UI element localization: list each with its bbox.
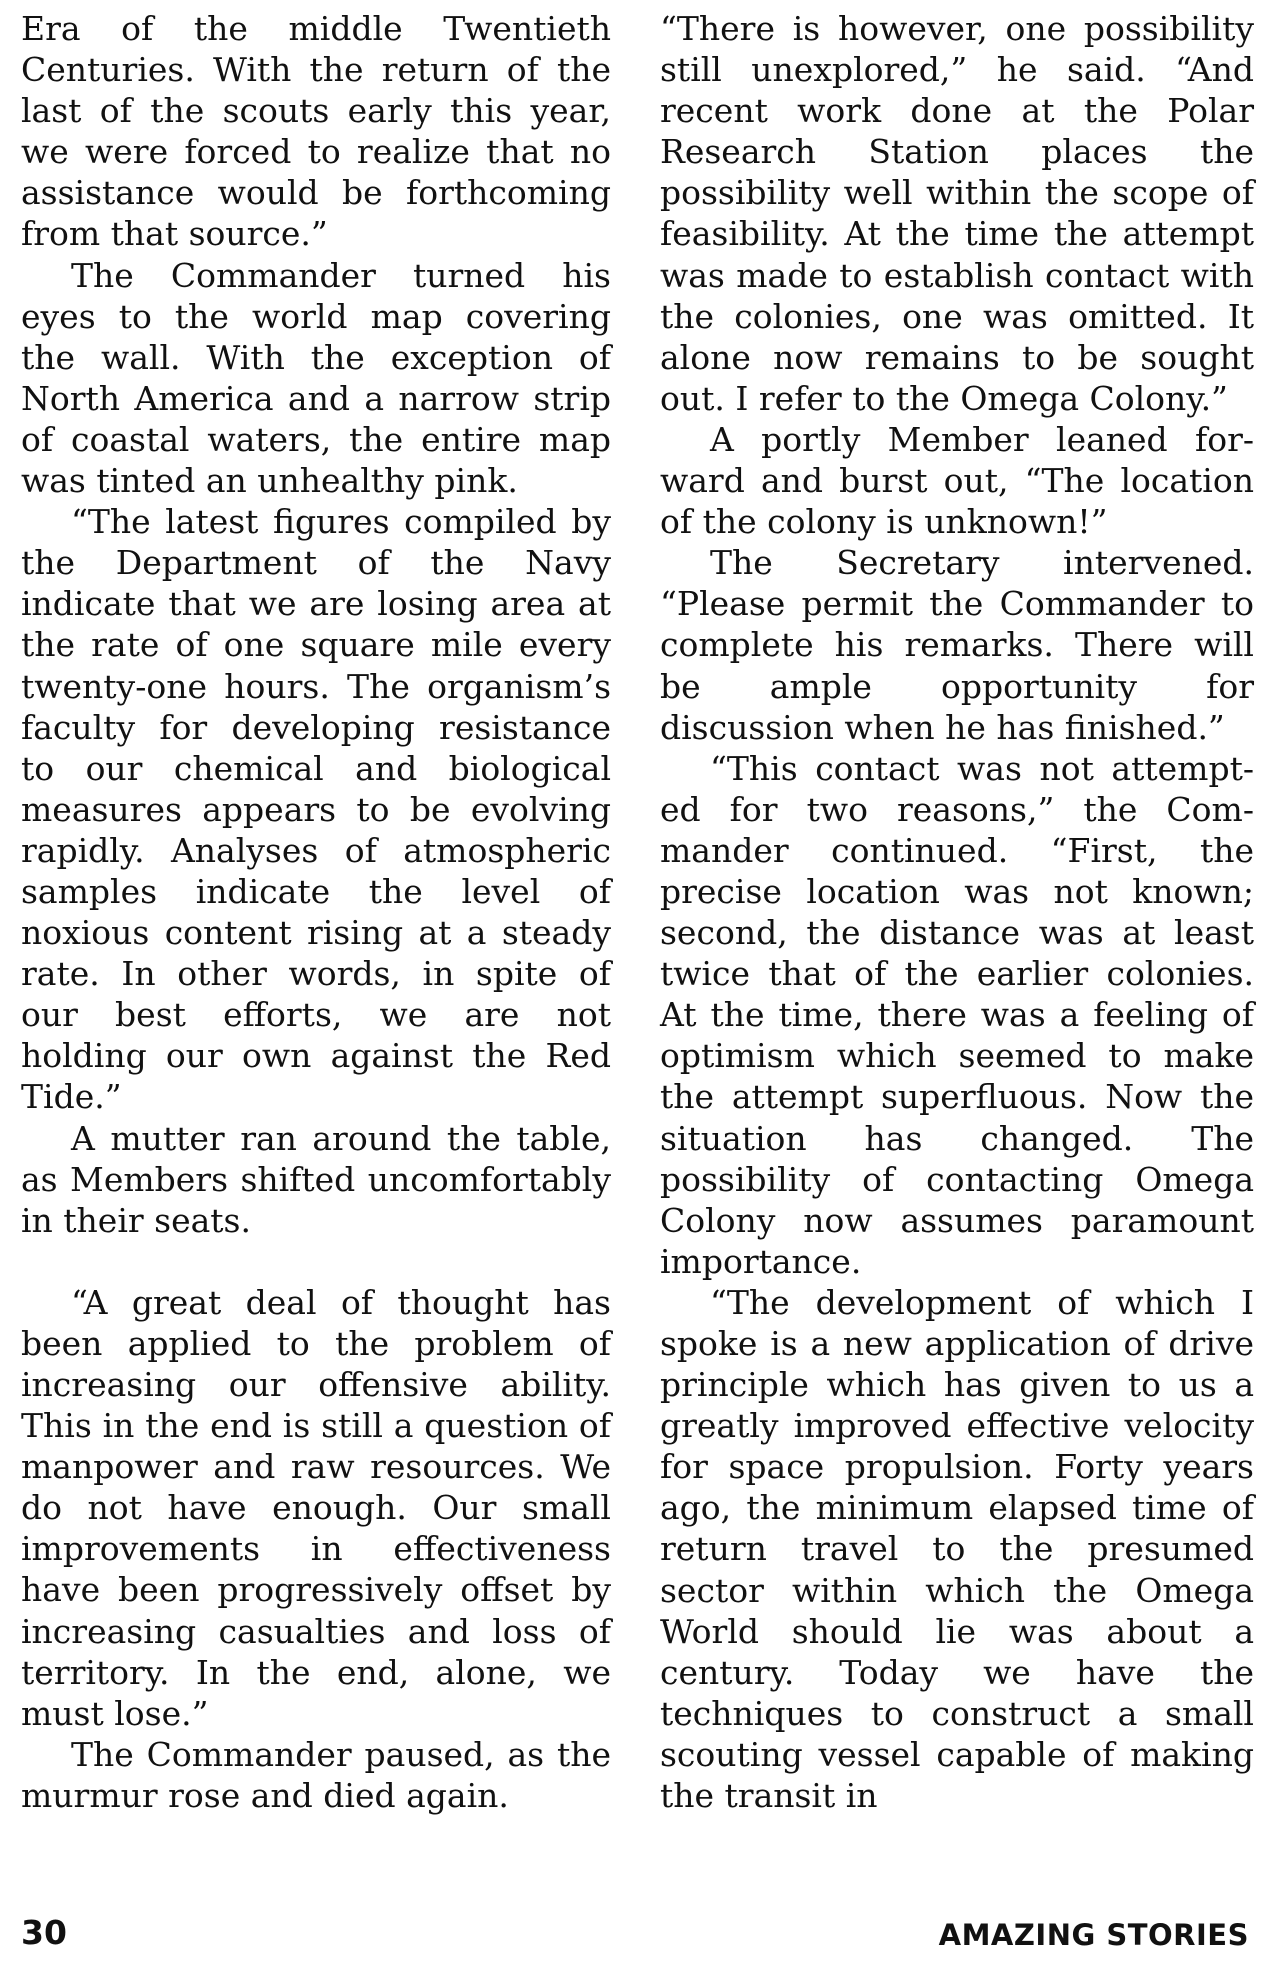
paragraph: “The development of which I spoke is a new application of drive principle which has given to us a greatly improved effective velocity for space propulsion. Forty years ago, the minimum elapsed time of return travel to the presumed sector within which the Omega World should lie was about a century. Today we have the techniques to construct a small scouting vessel capable of making the transit in [660,1282,1254,1816]
magazine-title: AMAZING STORIES [938,1918,1249,1952]
paragraph: A mutter ran around the table, as Members shifted uncomfortably in their seats. [21,1118,611,1240]
paragraph: “The latest figures compiled by the Department of the Navy indicate that we are losing area at the rate of one square mile every twenty-one hours. The organism’s faculty for developing resistance to our chemical and biological measures appears to be evolving rapidly. Analyses of atmospheric samples indicate the level of noxious content rising at a steady rate. In other words, in spite of our best efforts, we are not holding our own against the Red Tide.” [21,502,611,1117]
paragraph: The Commander paused, as the murmur rose and died again. [21,1734,611,1815]
paragraph: The Commander turned his eyes to the world map covering the wall. With the exception of North America and a narrow strip of coastal waters, the entire map was tinted an unhealthy pink. [21,255,611,501]
paragraph: “A great deal of thought has been applied to the problem of increasing our offensive ability. This in the end is still a question of manpower and raw resources. We do not have enough. Our small improvements in effectiveness have been progressively offset by increasing casualties and loss of territory. In the end, alone, we must lose.” [21,1282,611,1733]
left-text-column [21,8,611,1816]
paragraph: A portly Member leaned forward and burst out, “The location of the colony is unknown!” [660,419,1254,542]
right-text-column [660,8,1254,1816]
paragraph: “This contact was not attempted for two reasons,” the Commander continued. “First, the precise location was not known; second, the distance was at least twice that of the earlier colonies. At the time, there was a feeling of optimism which seemed to make the attempt superfluous. Now the situation has changed. The possibility of contacting Omega Colony now assumes paramount importance. [660,748,1254,1281]
paragraph: “There is however, one possibility still unexplored,” he said. “And recent work done at the Polar Research Station places the possibility well within the scope of feasibility. At the time the attempt was made to establish contact with the colonies, one was omitted. It alone now remains to be sought out. I refer to the Omega Colony.” [660,9,1254,418]
page-number: 30 [21,1913,67,1952]
paragraph: Era of the middle Twentieth Centuries. With the return of the last of the scouts early this year, we were forced to realize that no assistance would be forthcoming from that source.” [21,9,611,254]
paragraph: The Secretary intervened. “Please permit the Commander to complete his remarks. There will be ample opportunity for discussion when he has finished.” [660,543,1254,747]
